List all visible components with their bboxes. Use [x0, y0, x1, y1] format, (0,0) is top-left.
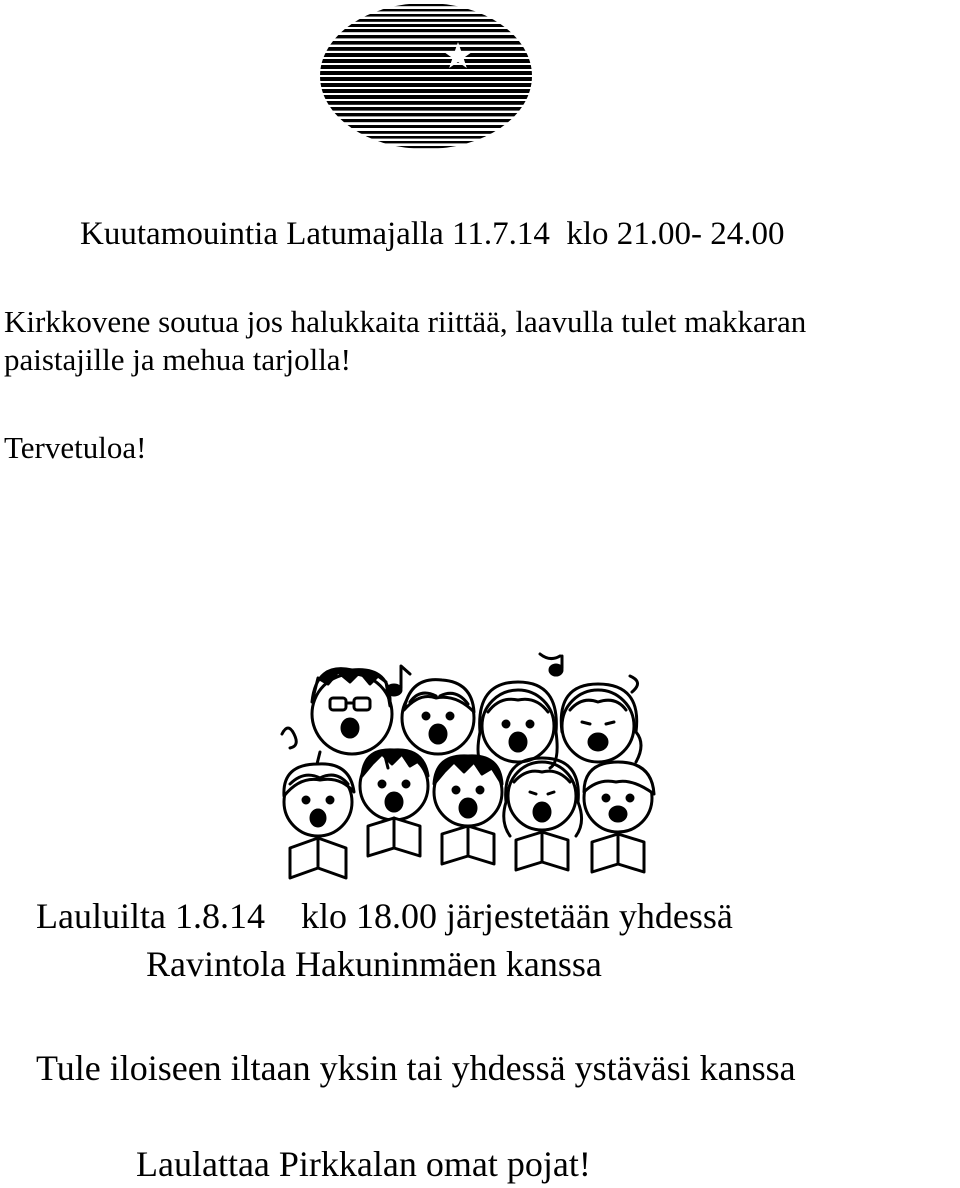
crescent-moon-logo-icon	[318, 0, 534, 152]
event2-line1: Lauluilta 1.8.14 klo 18.00 järjestetään yhdessä	[36, 896, 733, 936]
singing-choir-icon	[260, 652, 676, 882]
event2-invite: Tule iloiseen iltaan yksin tai yhdessä ystäväsi kanssa	[36, 1048, 796, 1088]
event1-description-line2: paistajille ja mehua tarjolla!	[4, 342, 351, 377]
event1-description-line1: Kirkkovene soutua jos halukkaita riittää, laavulla tulet makkaran	[4, 304, 807, 339]
event1-welcome: Tervetuloa!	[4, 430, 147, 465]
event1-title: Kuutamouintia Latumajalla 11.7.14 klo 21.00- 24.00	[80, 216, 785, 252]
event2-line2: Ravintola Hakuninmäen kanssa	[146, 944, 602, 984]
event2-performers: Laulattaa Pirkkalan omat pojat!	[136, 1144, 591, 1184]
